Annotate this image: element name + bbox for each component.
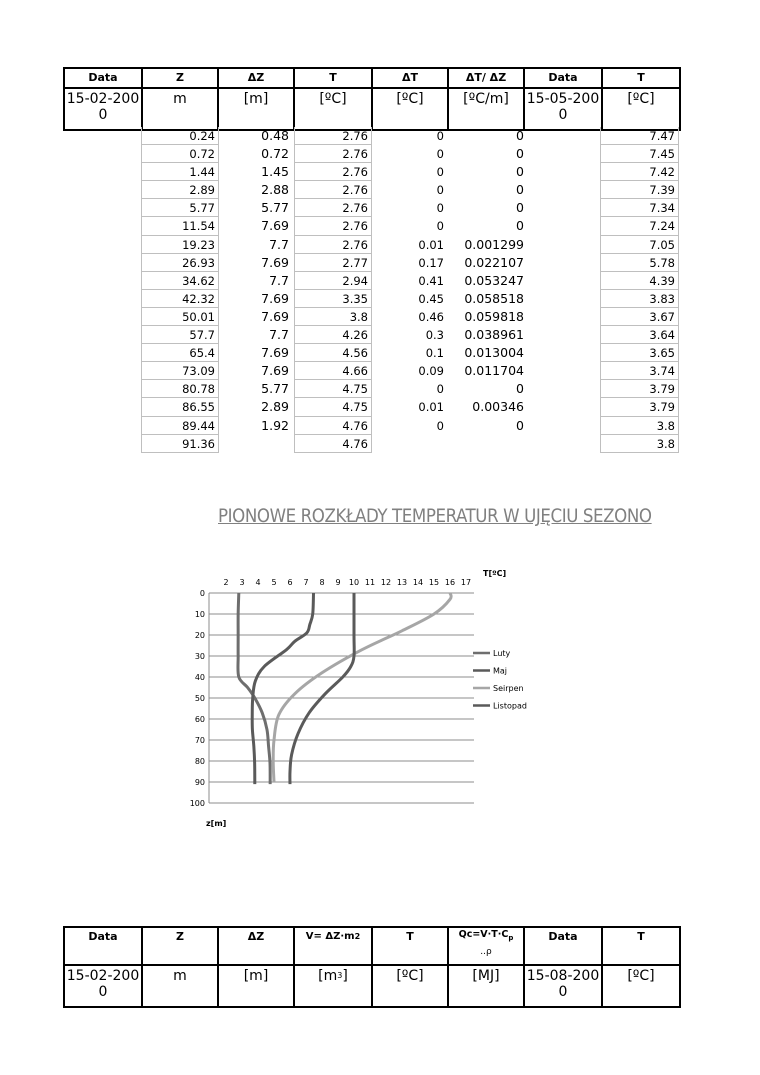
x-tick-label: 5 [271,578,277,587]
cell-t: 2.76 [294,217,372,235]
x-tick-label: 15 [428,578,440,587]
legend-label: Listopad [493,701,527,711]
legend-label: Maj [493,666,508,676]
cell-dt: 0.17 [418,255,444,270]
cell-dz: 5.77 [261,381,289,397]
cell-t2: 7.42 [600,163,679,181]
cell-dz: 7.69 [261,363,289,379]
t2-u-date2: 15-08-2000 [526,968,600,1000]
cell-dz: 7.7 [269,327,289,343]
cell-dtdz: 0.038961 [464,327,524,343]
cell-dt: 0 [436,219,444,234]
cell-dt: 0.09 [418,364,444,379]
t2-h-dz: ΔZ [218,927,294,965]
cell-t: 4.75 [294,380,372,398]
cell-t: 4.76 [294,417,372,435]
t2-h-t: T [372,927,448,965]
cell-dt: 0 [436,201,444,216]
t2-u-t: [ºC] [372,965,448,1007]
cell-dtdz: 0.013004 [464,345,524,361]
chart-title: PIONOWE ROZKŁADY TEMPERATUR W UJĘCIU SEZONO [218,506,652,527]
t1-h-t2: T [602,68,680,88]
cell-dz: 7.69 [261,254,289,270]
series-line-3 [290,593,354,784]
t1-h-t: T [294,68,372,88]
cell-dtdz: 0.053247 [464,272,524,288]
cell-z: 26.93 [141,254,219,272]
cell-dtdz: 0 [516,182,524,198]
cell-dtdz: 0.059818 [464,308,524,324]
cell-dtdz: 0 [516,417,524,433]
y-tick-label: 50 [194,694,205,703]
t1-u-dt: [ºC] [372,88,448,130]
cell-dtdz: 0 [516,128,524,143]
cell-t2: 7.24 [600,217,679,235]
cell-dt: 0 [436,382,444,397]
cell-t: 2.94 [294,272,372,290]
t2-u-date: 15-02-2000 [66,968,140,1000]
cell-t2: 3.67 [600,308,679,326]
cell-z: 73.09 [141,362,219,380]
cell-z: 0.72 [141,145,219,163]
t1-u-dtdz: [ºC/m] [448,88,524,130]
cell-dz: 7.69 [261,308,289,324]
cell-dz: 1.92 [261,417,289,433]
cell-z: 42.32 [141,290,219,308]
t1-h-dz: ΔZ [218,68,294,88]
cell-z: 11.54 [141,217,219,235]
cell-t2: 3.8 [600,417,679,435]
cell-dtdz: 0.00346 [472,399,524,415]
cell-dz: 2.89 [261,399,289,415]
cell-t2: 7.47 [600,127,679,145]
cell-dz: 7.69 [261,345,289,361]
cell-z: 0.24 [141,127,219,145]
cell-dt: 0.45 [418,291,444,306]
t2-h-t2: T [602,927,680,965]
cell-t2: 3.65 [600,344,679,362]
cell-dtdz: 0.011704 [464,363,524,379]
legend-label: Seirpen [493,684,524,693]
cell-z: 2.89 [141,181,219,199]
y-tick-label: 60 [194,715,205,724]
cell-dz: 0.48 [261,128,289,143]
cell-z: 65.4 [141,344,219,362]
cell-dt: 0 [436,165,444,180]
t1-u-date2: 15-05-2000 [526,91,600,123]
cell-z: 80.78 [141,380,219,398]
table1-header [63,67,681,131]
t2-u-dz: [m] [218,965,294,1007]
t2-u-v: $[m^3]$ [294,965,372,1007]
chart-legend [473,649,527,711]
cell-t: 2.77 [294,254,372,272]
x-tick-label: 6 [287,578,293,587]
cell-t2: 3.79 [600,398,679,416]
series-lines [238,593,451,784]
cell-dtdz: 0 [516,218,524,234]
cell-dt: 0.46 [418,309,444,324]
cell-dz: 1.45 [261,164,289,180]
column-dz [219,127,293,435]
column-z [141,127,219,453]
x-tick-label: 4 [255,578,261,587]
cell-t: 4.26 [294,326,372,344]
cell-z: 86.55 [141,398,219,416]
x-tick-label: 11 [364,578,376,587]
t1-h-z: Z [142,68,218,88]
cell-dt: 0.01 [418,237,444,252]
t2-h-data: Data [64,927,142,965]
cell-t2: 3.8 [600,435,679,453]
column-t [294,127,372,453]
cell-z: 89.44 [141,417,219,435]
cell-t2: 7.39 [600,181,679,199]
cell-dt: 0.3 [425,328,444,343]
series-line-1 [252,593,313,784]
column-dtdz [448,127,528,435]
t2-u-t2: [ºC] [602,965,680,1007]
t2-h-v: $V= \Delta Z\cdot m^2$ [294,927,372,965]
cell-t2: 7.34 [600,199,679,217]
cell-z: 19.23 [141,236,219,254]
cell-t: 4.56 [294,344,372,362]
cell-dz: 7.69 [261,218,289,234]
cell-z: 57.7 [141,326,219,344]
cell-dz: 7.7 [269,236,289,252]
series-line-2 [273,593,451,782]
t1-u-z: m [142,88,218,130]
cell-dz: 7.7 [269,272,289,288]
x-tick-label: 17 [460,578,472,587]
t2-h-z: Z [142,927,218,965]
cell-z: 50.01 [141,308,219,326]
cell-t2: 3.74 [600,362,679,380]
t1-h-dt: ΔT [372,68,448,88]
x-tick-label: 2 [223,578,229,587]
cell-t2: 3.64 [600,326,679,344]
cell-dt: 0.41 [418,273,444,288]
t2-u-z: m [142,965,218,1007]
table2-header [63,926,681,1008]
cell-dz: 5.77 [261,200,289,216]
x-tick-label: 8 [319,578,325,587]
cell-dtdz: 0 [516,164,524,180]
cell-z: 91.36 [141,435,219,453]
cell-dt: 0.1 [425,346,444,361]
t1-u-t: [ºC] [294,88,372,130]
t2-h-qc-sub: ..ρ [480,946,492,957]
chart-grid [209,593,474,803]
y-tick-labels [190,589,205,808]
t1-u-t2: [ºC] [602,88,680,130]
x-tick-label: 12 [380,578,392,587]
table1-header-row [64,68,680,88]
cell-t2: 3.79 [600,380,679,398]
x-tick-label: 7 [303,578,309,587]
cell-t2: 4.39 [600,272,679,290]
cell-t: 4.66 [294,362,372,380]
y-tick-label: 10 [194,610,205,619]
column-t2 [600,127,679,453]
cell-dz: 0.72 [261,146,289,162]
cell-t: 2.76 [294,145,372,163]
table2-header-row [64,927,680,965]
y-tick-label: 100 [189,799,205,808]
cell-t: 2.76 [294,199,372,217]
x-axis-label: T[ºC] [483,569,507,578]
cell-dtdz: 0 [516,146,524,162]
cell-t2: 3.83 [600,290,679,308]
cell-t: 3.8 [294,308,372,326]
x-tick-label: 16 [444,578,456,587]
cell-dz: 2.88 [261,182,289,198]
y-tick-label: 20 [194,631,205,640]
table2-units-row [64,965,680,1007]
x-tick-label: 14 [412,578,424,587]
y-tick-label: 40 [194,673,205,682]
y-tick-label: 80 [194,757,205,766]
series-line-0 [238,593,270,784]
cell-t: 4.76 [294,435,372,453]
cell-t: 2.76 [294,163,372,181]
t2-u-qc: [MJ] [448,965,524,1007]
cell-dtdz: 0.022107 [464,254,524,270]
cell-dt: 0 [436,183,444,198]
x-tick-label: 3 [239,578,245,587]
x-tick-labels [223,578,471,587]
t2-h-data2: Data [524,927,602,965]
cell-t: 2.76 [294,236,372,254]
table1-units-row [64,88,680,130]
cell-t: 3.35 [294,290,372,308]
y-axis-label: z[m] [206,819,227,828]
cell-dtdz: 0.058518 [464,290,524,306]
x-tick-label: 10 [348,578,360,587]
cell-t2: 7.05 [600,236,679,254]
t1-h-data2: Data [524,68,602,88]
y-tick-label: 70 [194,736,205,745]
cell-t: 2.76 [294,127,372,145]
cell-dt: 0 [436,147,444,162]
t1-h-data: Data [64,68,142,88]
cell-dt: 0.01 [418,400,444,415]
cell-t: 2.76 [294,181,372,199]
y-tick-label: 30 [194,652,205,661]
cell-t: 4.75 [294,398,372,416]
legend-label: Luty [493,649,511,658]
cell-z: 5.77 [141,199,219,217]
cell-dtdz: 0 [516,200,524,216]
t1-u-date: 15-02-2000 [66,91,140,123]
column-dt [372,127,448,435]
x-tick-label: 13 [396,578,408,587]
cell-dtdz: 0 [516,381,524,397]
t1-h-dtdz: ΔT/ ΔZ [448,68,524,88]
x-tick-label: 9 [335,578,341,587]
y-tick-label: 90 [194,778,205,787]
cell-t2: 5.78 [600,254,679,272]
cell-dt: 0 [436,129,444,143]
t2-h-qc: $Qc=V\cdot T\cdot C_p$ ..ρ [448,927,524,965]
cell-dt: 0 [436,418,444,433]
cell-t2: 7.45 [600,145,679,163]
cell-dz: 7.69 [261,290,289,306]
y-tick-label: 0 [199,589,205,598]
t1-u-dz: [m] [218,88,294,130]
cell-dtdz: 0.001299 [464,236,524,252]
cell-z: 1.44 [141,163,219,181]
cell-z: 34.62 [141,272,219,290]
